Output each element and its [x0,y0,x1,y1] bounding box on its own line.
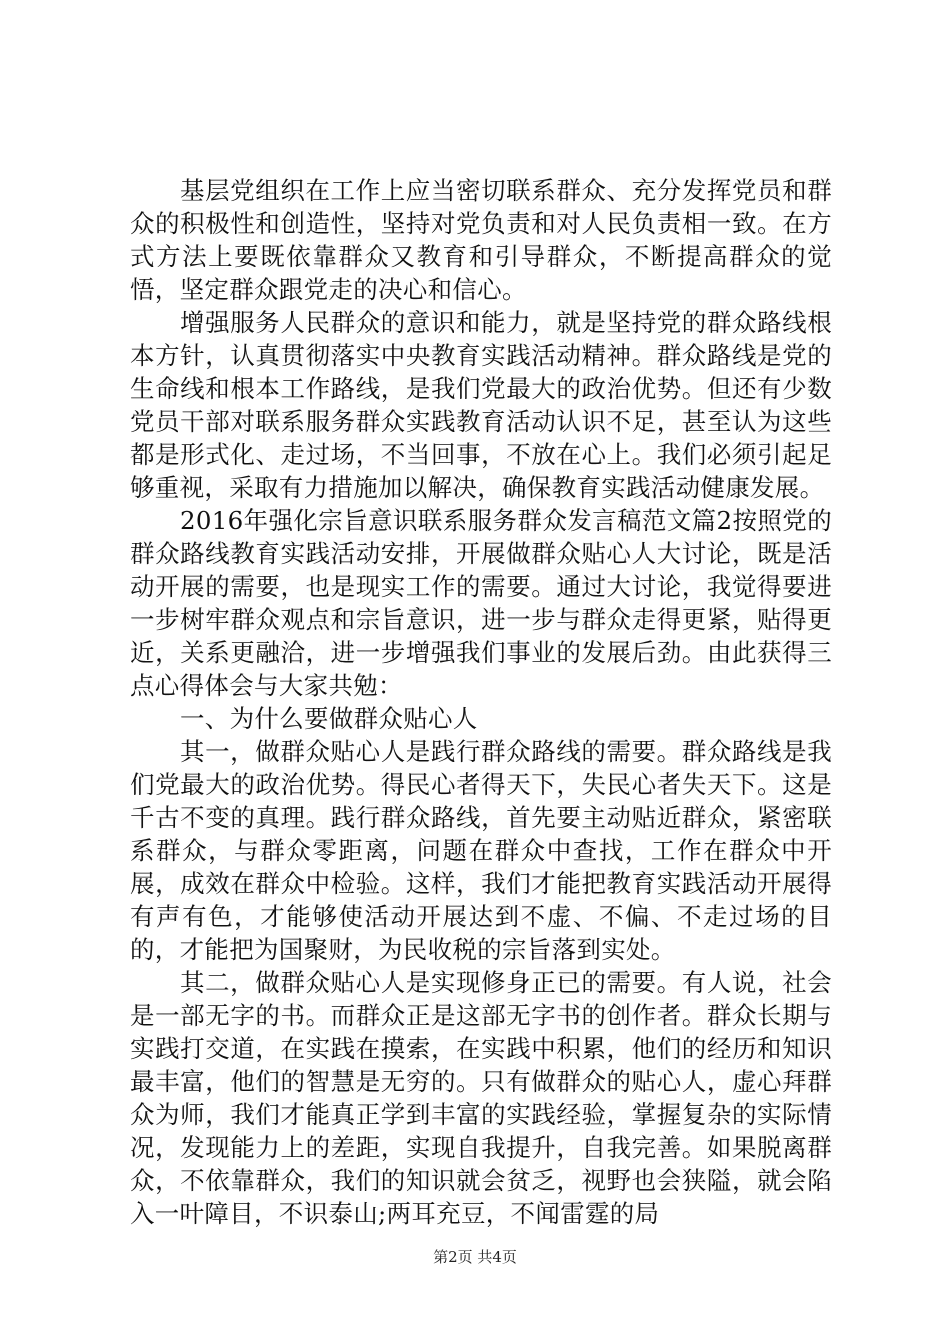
document-body [130,174,832,1230]
section-heading: 一、为什么要做群众贴心人 [180,704,478,733]
paragraph-1: 基层党组织在工作上应当密切联系群众、充分发挥党员和群众的积极性和创造性，坚持对党负责和对人民负责相一致。在方式方法上要既依靠群众又教育和引导群众，不断提高群众的觉悟，坚定群众跟党走的决心和信心。 [130,176,832,304]
paragraph-5: 其二，做群众贴心人是实现修身正已的需要。有人说，社会是一部无字的书。而群众正是这部无字书的创作者。群众长期与实践打交道，在实践在摸索，在实践中积累，他们的经历和知识最丰富，他们的智慧是无穷的。只有做群众的贴心人，虚心拜群众为师，我们才能真正学到丰富的实践经验，掌握复杂的实际情况，发现能力上的差距，实现自我提升，自我完善。如果脱离群众，不依靠群众，我们的知识就会贫乏，视野也会狭隘，就会陷入一叶障目，不识泰山;两耳充豆，不闻雷霆的局 [130,968,832,1228]
paragraph-2: 增强服务人民群众的意识和能力，就是坚持党的群众路线根本方针，认真贯彻落实中央教育实践活动精神。群众路线是党的生命线和根本工作路线，是我们党最大的政治优势。但还有少数党员干部对联系服务群众实践教育活动认识不足，甚至认为这些都是形式化、走过场，不当回事，不放在心上。我们必须引起足够重视，采取有力措施加以解决，确保教育实践活动健康发展。 [130,308,832,502]
paragraph-3: 2016年强化宗旨意识联系服务群众发言稿范文篇2按照党的群众路线教育实践活动安排，开展做群众贴心人大讨论，既是活动开展的需要，也是现实工作的需要。通过大讨论，我觉得要进一步树牢群众观点和宗旨意识，进一步与群众走得更紧，贴得更近，关系更融洽，进一步增强我们事业的发展后劲。由此获得三点心得体会与大家共勉： [130,506,832,700]
paragraph-4: 其一，做群众贴心人是践行群众路线的需要。群众路线是我们党最大的政治优势。得民心者得天下，失民心者失天下。这是千古不变的真理。践行群众路线，首先要主动贴近群众，紧密联系群众，与群众零距离，问题在群众中查找，工作在群众中开展，成效在群众中检验。这样，我们才能把教育实践活动开展得有声有色，才能够使活动开展达到不虚、不偏、不走过场的目的，才能把为国聚财，为民收税的宗旨落到实处。 [130,737,832,964]
page-footer: 第2页 共4页 [433,1248,517,1266]
